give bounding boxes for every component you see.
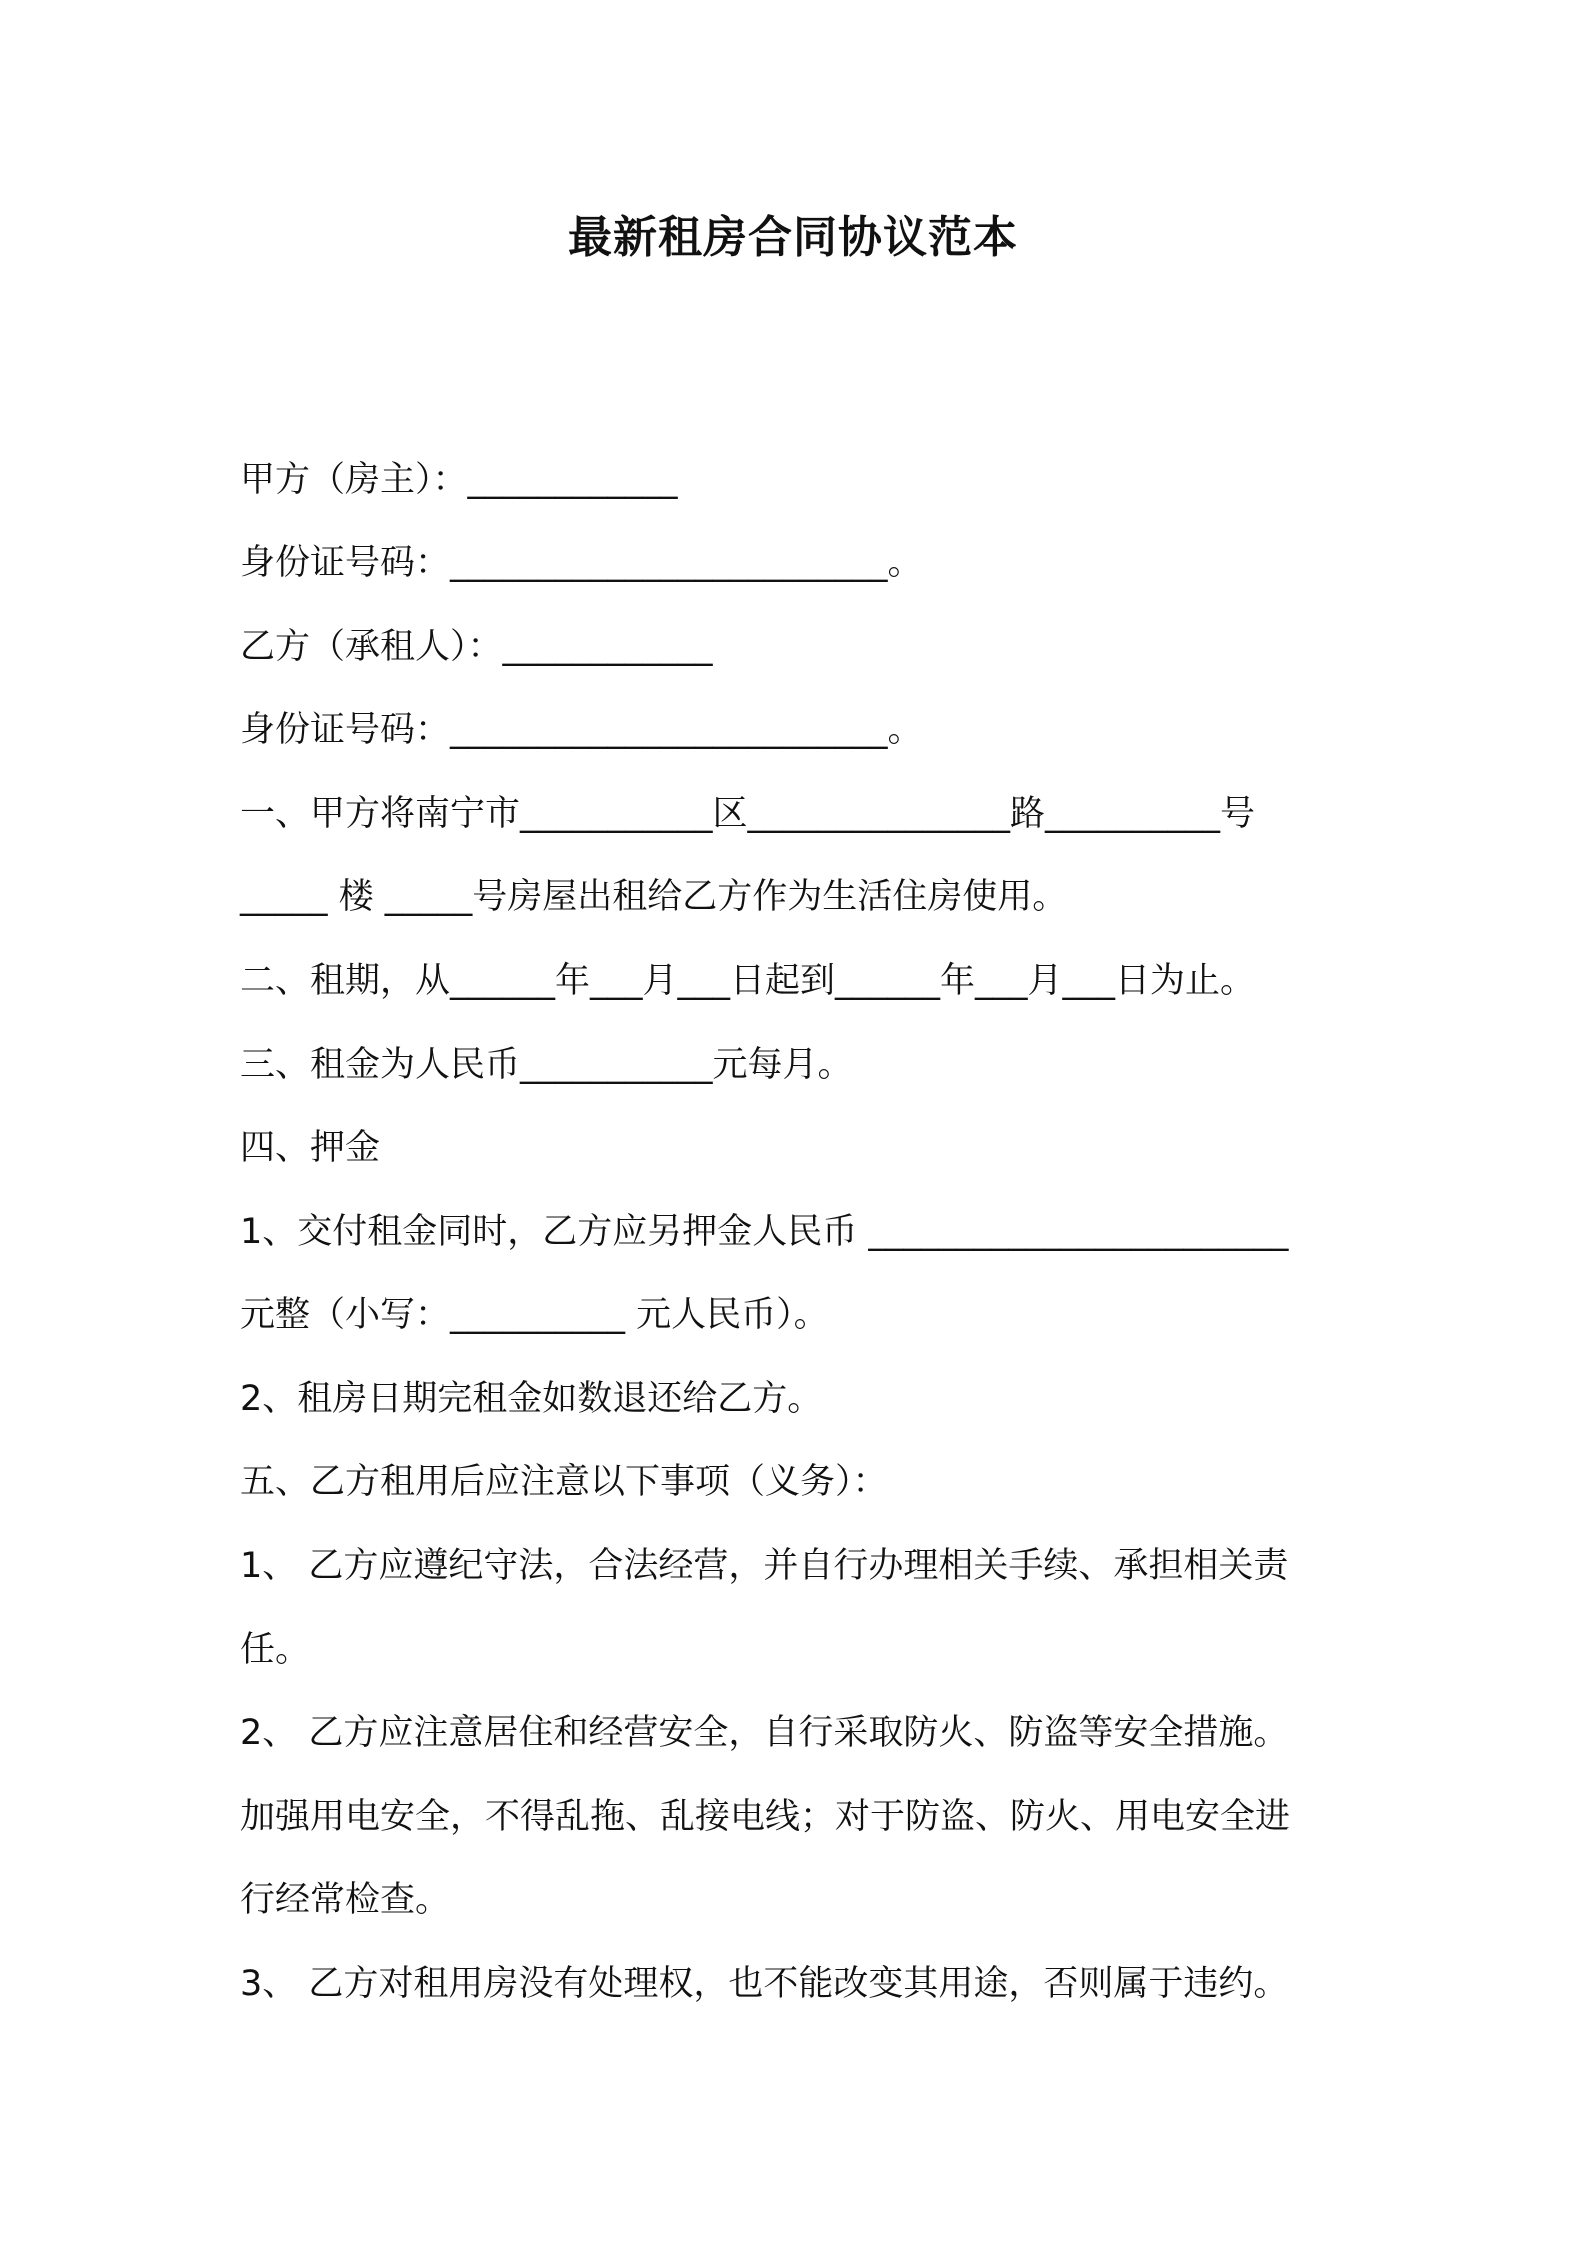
clause-5-item-1-cont: 任。 xyxy=(240,1630,311,1670)
clause-2-lease-term: 二、租期，从______年___月___日起到______年___月___日为止。 xyxy=(240,961,1256,1001)
clause-1-address-line: 一、甲方将南宁市___________区_______________路__________号 xyxy=(240,794,1256,834)
clause-5-item-2-cont-2: 行经常检查。 xyxy=(240,1880,451,1920)
clause-4-item-1-cont: 元整（小写：__________ 元人民币）。 xyxy=(240,1295,829,1335)
party-b-tenant-line: 乙方（承租人）：____________ xyxy=(240,627,713,667)
clause-5-heading: 五、乙方租用后应注意以下事项（义务）： xyxy=(240,1462,888,1502)
party-a-landlord-line: 甲方（房主）：____________ xyxy=(240,460,678,500)
clause-5-item-2-cont-1: 加强用电安全，不得乱拖、乱接电线；对于防盗、防火、用电安全进 xyxy=(240,1797,1291,1837)
clause-1-address-line-cont: _____ 楼 _____号房屋出租给乙方作为生活住房使用。 xyxy=(240,877,1068,917)
clause-3-rent: 三、租金为人民币___________元每月。 xyxy=(240,1045,853,1085)
party-b-id-line: 身份证号码：_________________________。 xyxy=(240,710,923,750)
clause-5-item-1: 1、 乙方应遵纪守法，合法经营，并自行办理相关手续、承担相关责 xyxy=(240,1546,1289,1586)
clause-4-item-2: 2、租房日期完租金如数退还给乙方。 xyxy=(240,1379,823,1419)
party-a-id-line: 身份证号码：_________________________。 xyxy=(240,543,923,583)
clause-4-heading: 四、押金 xyxy=(240,1128,381,1168)
clause-5-item-3: 3、 乙方对租用房没有处理权，也不能改变其用途，否则属于违约。 xyxy=(240,1964,1289,2004)
document-title: 最新租房合同协议范本 xyxy=(568,212,1018,263)
clause-4-item-1: 1、交付租金同时，乙方应另押金人民币 ________________________ xyxy=(240,1212,1289,1252)
clause-5-item-2: 2、 乙方应注意居住和经营安全，自行采取防火、防盗等安全措施。 xyxy=(240,1713,1289,1753)
